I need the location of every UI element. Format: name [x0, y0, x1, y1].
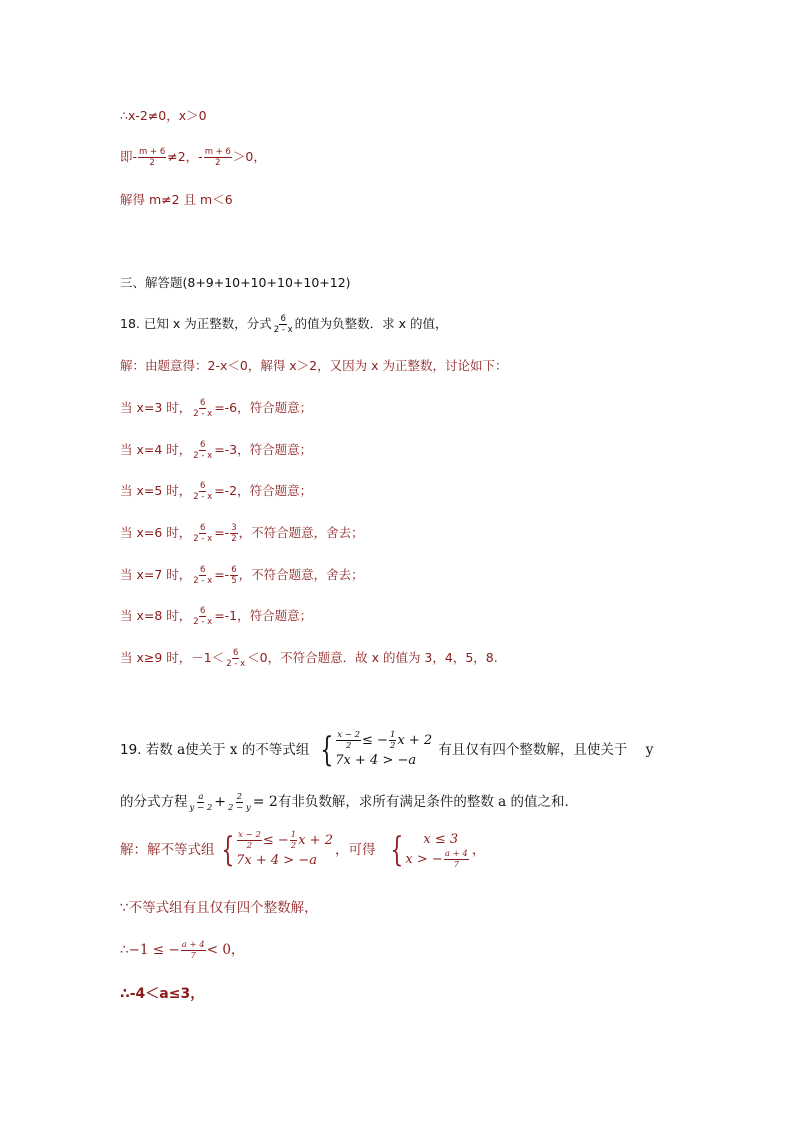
question-18 — [120, 314, 447, 335]
text: 18. 已知 x 为正整数，分式 — [120, 316, 272, 331]
fraction-numerator: x − 2 — [238, 830, 261, 840]
fraction-numerator: m + 6 — [204, 147, 231, 157]
text: - — [198, 149, 203, 164]
fraction-denominator: 2 - x — [193, 534, 213, 544]
fraction-denominator: y − 2 — [189, 802, 213, 813]
fraction-numerator: 1 — [290, 830, 297, 840]
q18-case-last — [120, 648, 498, 669]
fraction — [192, 565, 213, 586]
fraction — [204, 147, 232, 168]
fraction-numerator: m + 6 — [139, 147, 166, 157]
fraction-numerator: 2 — [236, 791, 243, 802]
fraction-denominator: 2 - x — [193, 492, 213, 502]
q19-therefore-2: ∴-4＜a≤3， — [120, 986, 205, 1002]
fraction — [225, 648, 246, 669]
fraction-numerator: a + 4 — [181, 939, 205, 950]
text: 即- — [120, 149, 138, 164]
fraction-numerator: 6 — [200, 523, 206, 533]
case-verdict: ，不符合题意，舍去； — [238, 567, 364, 582]
fraction-denominator: 7 — [190, 950, 196, 961]
fraction-denominator: 2 — [389, 741, 396, 751]
fraction-numerator: 6 — [200, 440, 206, 450]
text: 的值为负整数．求 x 的值， — [294, 316, 448, 331]
case-condition: 当 x=5 时， — [120, 483, 192, 498]
fraction-numerator: x − 2 — [337, 730, 361, 740]
solution-system — [386, 830, 470, 870]
case-verdict: 符合题意； — [249, 400, 313, 415]
left-brace: { — [319, 730, 333, 770]
q18-case-line — [120, 440, 312, 461]
text: 当 x≥9 时，－1＜ — [120, 650, 225, 665]
case-condition: 当 x=4 时， — [120, 442, 192, 457]
variable: y — [645, 742, 654, 758]
case-verdict: ，不符合题意，舍去； — [238, 525, 364, 540]
fraction-numerator: 6 — [200, 565, 206, 575]
fraction-numerator: 6 — [280, 314, 286, 324]
q18-case-line — [120, 398, 312, 419]
text: ≠2， — [167, 149, 199, 164]
fraction — [273, 314, 294, 335]
q18-case-line — [120, 523, 364, 544]
fraction-denominator: 2 — [345, 741, 352, 751]
text: 的不等式组 — [241, 742, 310, 758]
fraction — [192, 606, 213, 627]
q19-therefore-1 — [120, 938, 244, 962]
text: ≤ − — [262, 833, 289, 848]
text: 的分式方程 — [120, 794, 188, 810]
fraction-numerator: 1 — [389, 730, 396, 740]
inequality-system — [217, 830, 333, 870]
case-verdict: 符合题意； — [249, 483, 313, 498]
text: ＜0，不符合题意．故 x 的值为 3，4，5，8. — [247, 650, 498, 665]
text: = 2 — [252, 794, 278, 810]
fraction-numerator: a — [198, 791, 204, 802]
text: ，可得 — [334, 842, 376, 858]
line-result: 解得 m≠2 且 m＜6 — [120, 192, 233, 207]
fraction-denominator: 2 — [149, 158, 155, 168]
text: ， — [471, 842, 486, 858]
inequality-row — [236, 830, 333, 851]
q19-since: ∵不等式组有且仅有四个整数解， — [120, 900, 318, 916]
text: 19. 若数 — [120, 742, 173, 758]
q18-case-line — [120, 606, 312, 627]
fraction-denominator: 2 - x — [193, 576, 213, 586]
variable: x — [229, 742, 238, 758]
inequality-row — [405, 849, 469, 870]
text: ＞0， — [232, 149, 266, 164]
text: 有且仅有四个整数解，且使关于 — [438, 742, 628, 758]
question-19-line1 — [120, 730, 653, 770]
fraction-numerator: a + 4 — [444, 849, 468, 859]
text: x > − — [405, 852, 443, 867]
q18-solution-intro: 解：由题意得：2-x＜0，解得 x＞2，又因为 x 为正整数，讨论如下： — [120, 358, 508, 373]
case-condition: 当 x=8 时， — [120, 608, 192, 623]
q18-case-line — [120, 481, 312, 502]
line-condition: ∴x-2≠0，x＞0 — [120, 108, 207, 123]
section-heading: 三、解答题(8+9+10+10+10+10+12) — [120, 275, 351, 290]
fraction — [192, 523, 213, 544]
case-value: =-6， — [214, 400, 250, 415]
case-condition: 当 x=6 时， — [120, 525, 192, 540]
text: 的值之和. — [510, 794, 569, 810]
variable: a — [177, 742, 186, 758]
fraction-numerator: 6 — [231, 565, 237, 575]
fraction — [192, 398, 213, 419]
fraction-denominator: 2 — [231, 534, 237, 544]
fraction-denominator: 2 - x — [193, 409, 213, 419]
case-verdict: 符合题意； — [249, 608, 313, 623]
text: 使关于 — [185, 742, 226, 758]
q18-case-line — [120, 565, 364, 586]
text: + — [214, 794, 226, 810]
text: x + 2 — [397, 733, 433, 748]
fraction-denominator: 2 - x — [193, 617, 213, 627]
left-brace: { — [390, 830, 404, 870]
inequality-row: 7x + 4 > −a — [236, 853, 317, 868]
case-value: =- — [214, 525, 230, 540]
fraction — [192, 440, 213, 461]
fraction-denominator: 7 — [453, 860, 460, 870]
case-value: =-3， — [214, 442, 250, 457]
fraction-denominator: 2 — [290, 841, 297, 851]
fraction — [192, 481, 213, 502]
inequality-row: 7x + 4 > −a — [335, 753, 417, 768]
fraction-denominator: 2 - x — [226, 659, 246, 669]
case-value: =-2， — [214, 483, 250, 498]
text: ≤ − — [362, 733, 388, 748]
variable: a — [498, 794, 507, 810]
case-condition: 当 x=3 时， — [120, 400, 192, 415]
text: 有非负数解，求所有满足条件的整数 — [277, 794, 494, 810]
inequality-row — [335, 730, 432, 751]
question-19-line2 — [120, 790, 569, 814]
fraction-numerator: 6 — [200, 481, 206, 491]
text: x + 2 — [298, 833, 333, 848]
fraction-denominator: 2 — [215, 158, 221, 168]
inequality-row: x ≤ 3 — [423, 832, 459, 847]
case-verdict: 符合题意； — [249, 442, 313, 457]
fraction-numerator: 6 — [232, 648, 239, 658]
text: < 0， — [206, 942, 245, 958]
fraction — [230, 565, 237, 586]
left-brace: { — [220, 830, 234, 870]
fraction-numerator: 6 — [200, 398, 206, 408]
inequality-system — [316, 730, 432, 770]
text: ∴−1 ≤ − — [120, 942, 180, 958]
fraction — [138, 147, 166, 168]
case-condition: 当 x=7 时， — [120, 567, 192, 582]
fraction-numerator: 6 — [200, 606, 206, 616]
case-value: =- — [214, 567, 230, 582]
line-derivation — [120, 147, 266, 168]
fraction-denominator: 2 − y — [227, 802, 251, 813]
fraction-numerator: 3 — [231, 523, 237, 533]
fraction-denominator: 2 - x — [193, 451, 213, 461]
fraction-denominator: 5 — [231, 576, 237, 586]
fraction-denominator: 2 — [246, 841, 253, 851]
q19-solution-line1 — [120, 830, 485, 870]
case-value: =-1， — [214, 608, 250, 623]
fraction — [230, 523, 237, 544]
text: 解：解不等式组 — [120, 842, 215, 858]
fraction-denominator: 2 - x — [273, 325, 293, 335]
